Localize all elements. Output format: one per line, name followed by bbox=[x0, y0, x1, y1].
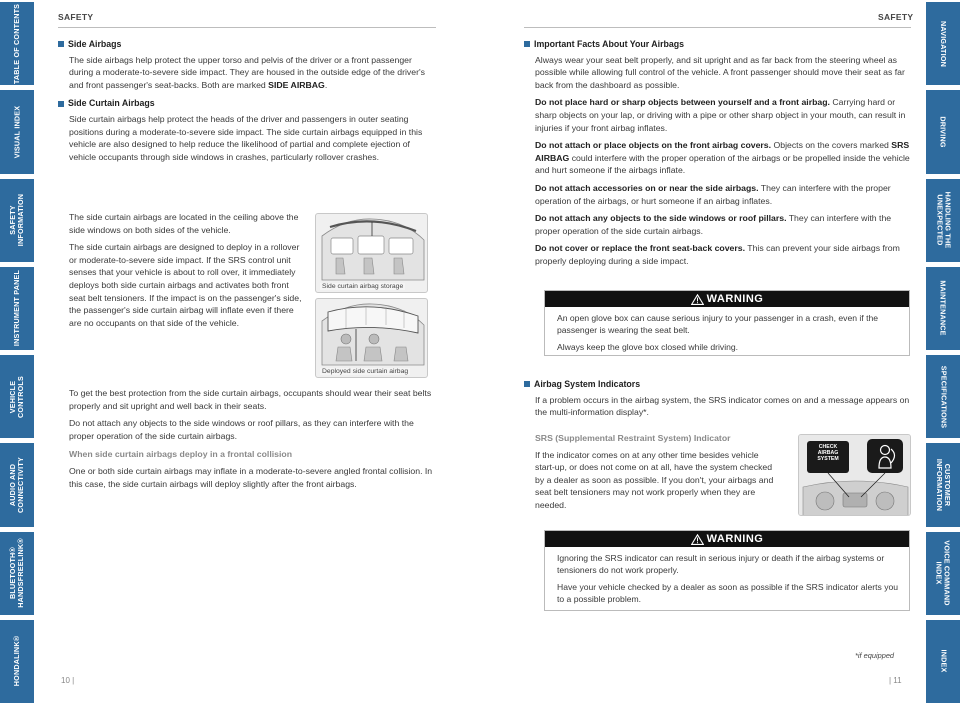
tab-label: DRIVING bbox=[938, 116, 948, 148]
left-column-top bbox=[58, 38, 436, 168]
glove-box-warning bbox=[544, 290, 910, 356]
facts-text-2: Carrying hard or sharp objects on your lap, or driving with a pipe or other sharp object in your mouth, can result in injuries if your front airbag inflates. bbox=[535, 97, 906, 133]
tab-label: BLUETOOTH® HANDSFREELINK® bbox=[8, 538, 25, 608]
side-airbag-marking: SIDE AIRBAG bbox=[268, 79, 325, 90]
if-equipped-footnote: *if equipped bbox=[855, 651, 895, 660]
srs-indicator-figure bbox=[798, 434, 911, 516]
section-square-icon bbox=[58, 41, 64, 47]
srs-indicator-warning bbox=[544, 530, 910, 611]
left-column-wrap bbox=[69, 211, 304, 334]
check-airbag-display-text: CHECK AIRBAG SYSTEM bbox=[817, 444, 839, 463]
tab-label: HANDLING THE UNEXPECTED bbox=[935, 191, 953, 249]
warning-banner bbox=[545, 291, 909, 307]
tab-label: SPECIFICATIONS bbox=[939, 365, 949, 428]
curtain-paragraph-6: One or both side curtain airbags may inflate in a moderate-to-severe angled frontal collision. In this case, the side curtain airbags will deploy slightly after the front airbags. bbox=[69, 465, 433, 489]
tab-maintenance[interactable] bbox=[926, 267, 960, 350]
right-page-number: | 11 bbox=[889, 676, 902, 685]
indicators-paragraph-2: If the indicator comes on at any other time besides vehicle start-up, or does not come on at all, have the system checked by a dealer as soon as possible. If you don't, your airbags and seat belt tensioners may not work properly when they are needed. bbox=[535, 449, 774, 510]
tab-label: AUDIO AND CONNECTIVITY bbox=[8, 456, 26, 513]
important-facts-title: Important Facts About Your Airbags bbox=[534, 39, 685, 49]
tab-instrument-panel[interactable] bbox=[0, 267, 34, 350]
tab-navigation[interactable] bbox=[926, 2, 960, 85]
figure-caption: Deployed side curtain airbag bbox=[322, 368, 409, 375]
curtain-airbag-storage-figure bbox=[315, 213, 428, 293]
facts-bold-2: Do not place hard or sharp objects between yourself and a front airbag. bbox=[535, 97, 830, 108]
tab-label: VISUAL INDEX bbox=[12, 105, 21, 159]
tab-label: HONDALINK® bbox=[12, 636, 22, 687]
section-square-icon bbox=[524, 381, 530, 387]
warning-paragraph-2: Have your vehicle checked by a dealer as soon as possible if the SRS indicator alerts you to a possible problem. bbox=[557, 581, 899, 605]
srs-indicator-subhead: SRS (Supplemental Restraint System) Indicator bbox=[535, 433, 731, 443]
facts-paragraph-5 bbox=[535, 212, 910, 237]
figure-caption: Side curtain airbag storage bbox=[322, 283, 404, 290]
facts-paragraph-6 bbox=[535, 242, 910, 267]
tab-specifications[interactable] bbox=[926, 355, 960, 438]
facts-paragraph-3 bbox=[535, 139, 910, 177]
warning-triangle-icon bbox=[691, 294, 704, 305]
warning-triangle-icon bbox=[691, 534, 704, 545]
tab-vehicle-controls[interactable] bbox=[0, 355, 34, 438]
facts-text-4: They can interfere with the proper operation of the airbags, or hurt someone if an airbag inflates. bbox=[535, 182, 891, 206]
curtain-paragraph-5: Do not attach any objects to the side windows or roof pillars, as they can interfere with the proper operation of the side curtain airbags. bbox=[69, 418, 414, 441]
side-airbags-end: . bbox=[324, 79, 328, 90]
side-airbags-heading bbox=[58, 38, 436, 51]
tab-label: MAINTENANCE bbox=[939, 280, 948, 337]
warning-paragraph-1: An open glove box can cause serious injury to your passenger in a crash, even if the passenger is wearing the seat belt. bbox=[557, 313, 879, 336]
tab-index[interactable] bbox=[926, 620, 960, 703]
srs-airbag-marking: SRS AIRBAG bbox=[535, 140, 910, 163]
tab-label: VEHICLE CONTROLS bbox=[8, 375, 25, 418]
facts-bold-5: Do not attach any objects to the side windows or roof pillars. bbox=[535, 213, 787, 224]
facts-paragraph-4 bbox=[535, 182, 910, 207]
curtain-paragraph-3: The side curtain airbags are designed to deploy in a rollover or moderate-to-severe side impact. If the SRS control unit senses that your vehicle is about to roll over, it immediately deploys both side curtain airbags and activates both front seat belt tensioners. If the impact is on the passenger's side, the passenger's side curtain airbag will inflate even if there are no occupants on that side of the vehicle. bbox=[69, 242, 302, 328]
right-chapter-tabs bbox=[926, 0, 960, 703]
side-airbags-title: Side Airbags bbox=[68, 39, 122, 49]
curtain-paragraph-2: The side curtain airbags are located in the ceiling above the side windows on both sides of the vehicle. bbox=[69, 212, 299, 235]
right-header-rule bbox=[524, 27, 911, 28]
left-page-header: SAFETY bbox=[58, 12, 94, 22]
facts-text-3b: could interfere with the proper operation of the airbags or be propelled inside the vehicle and hurt someone if the airbags inflate. bbox=[535, 152, 910, 176]
facts-bold-6: Do not cover or replace the front seat-back covers. bbox=[535, 243, 746, 254]
frontal-collision-subhead: When side curtain airbags deploy in a frontal collision bbox=[69, 449, 293, 460]
srs-indicator-block bbox=[535, 432, 775, 517]
tab-bluetooth-handsfreelink[interactable] bbox=[0, 532, 34, 615]
side-curtain-heading bbox=[58, 97, 436, 110]
side-airbags-body: The side airbags help protect the upper torso and pelvis of the driver or a front passenger during a moderate-to-severe side impact. They are housed in the outside edge of the driver's and front passenger's seat-backs. Both are marked bbox=[69, 54, 425, 90]
curtain-paragraph-4: To get the best protection from the side curtain airbags, occupants should wear their seat belts properly and sit upright and well back in their seats. bbox=[69, 388, 432, 411]
tab-handling-the-unexpected[interactable] bbox=[926, 179, 960, 262]
side-airbags-text bbox=[58, 54, 436, 92]
indicators-title: Airbag System Indicators bbox=[534, 379, 641, 389]
tab-label: TABLE OF CONTENTS bbox=[12, 3, 22, 84]
indicators-heading bbox=[524, 378, 910, 391]
vehicle-interior-illustration bbox=[316, 214, 428, 293]
facts-text-3a: Objects on the covers marked bbox=[771, 140, 892, 151]
tab-hondalink[interactable] bbox=[0, 620, 34, 703]
tab-audio-and-connectivity[interactable] bbox=[0, 443, 34, 526]
facts-paragraph-1: Always wear your seat belt properly, and sit upright and as far back from the steering wheel as possible while allowing full control of the vehicle. A front passenger should move their seat as far back from the dashboard as possible. bbox=[535, 54, 905, 90]
left-header-rule bbox=[58, 27, 436, 28]
deployed-curtain-airbag-figure bbox=[315, 298, 428, 378]
warning-label: WARNING bbox=[706, 533, 764, 545]
warning-paragraph-2: Always keep the glove box closed while driving. bbox=[557, 341, 739, 352]
facts-text-5: They can interfere with the proper operation of the side curtain airbags. bbox=[535, 213, 892, 236]
warning-label: WARNING bbox=[706, 293, 764, 305]
tab-label: SAFETY INFORMATION bbox=[8, 193, 25, 247]
indicators-paragraph-1: If a problem occurs in the airbag system, the SRS indicator comes on and a message appears on the multi-information display*. bbox=[535, 394, 910, 418]
section-square-icon bbox=[524, 41, 530, 47]
warning-paragraph-1: Ignoring the SRS indicator can result in serious injury or death if the airbag systems or tensioners do not work properly. bbox=[557, 553, 885, 576]
warning-body bbox=[545, 547, 909, 614]
tab-driving[interactable] bbox=[926, 90, 960, 173]
curtain-paragraph-1: Side curtain airbags help protect the heads of the driver and passengers in outer seating positions during a moderate-to-severe side impact. The side curtain airbags equipped in this vehicle are also designed to help reduce the likelihood of partial and complete ejection of vehicle occupants through side windows in crashes, particularly rollover crashes. bbox=[69, 113, 423, 162]
tab-label: INDEX bbox=[939, 649, 948, 673]
tab-customer-information[interactable] bbox=[926, 443, 960, 526]
tab-safety-information[interactable] bbox=[0, 179, 34, 262]
tab-voice-command-index[interactable] bbox=[926, 532, 960, 615]
right-page-header: SAFETY bbox=[878, 12, 914, 22]
tab-label: VOICE COMMAND INDEX bbox=[935, 540, 953, 606]
left-page-number: 10 | bbox=[61, 676, 75, 685]
side-curtain-title: Side Curtain Airbags bbox=[68, 98, 155, 109]
tab-label: INSTRUMENT PANEL bbox=[12, 270, 22, 347]
warning-banner bbox=[545, 531, 909, 547]
warning-body bbox=[545, 307, 909, 361]
right-column-top bbox=[524, 38, 910, 273]
tab-visual-index[interactable] bbox=[0, 90, 34, 173]
indicators-section bbox=[524, 378, 910, 424]
vehicle-interior-illustration bbox=[316, 299, 428, 378]
facts-bold-3: Do not attach or place objects on the front airbag covers. bbox=[535, 140, 772, 151]
facts-text-6: This can prevent your side airbags from properly deploying during a side impact. bbox=[535, 243, 900, 266]
tab-label: NAVIGATION bbox=[939, 20, 948, 67]
tab-label: CUSTOMER INFORMATION bbox=[935, 458, 952, 512]
facts-bold-4: Do not attach accessories on or near the side airbags. bbox=[535, 182, 759, 193]
tab-table-of-contents[interactable] bbox=[0, 2, 34, 85]
left-chapter-tabs bbox=[0, 0, 34, 703]
facts-paragraph-2 bbox=[535, 96, 910, 134]
left-column-bottom bbox=[69, 387, 436, 495]
important-facts-heading bbox=[524, 38, 910, 51]
section-square-icon bbox=[58, 101, 64, 107]
